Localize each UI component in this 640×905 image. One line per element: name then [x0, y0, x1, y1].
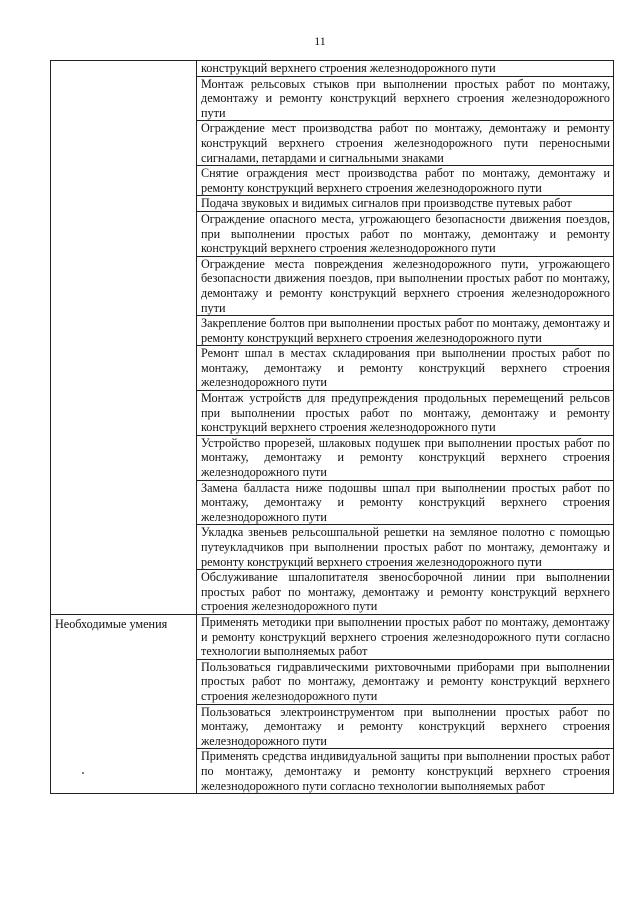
table-cell: Замена балласта ниже подошвы шпал при выполнении простых работ по монтажу, демонтажу и ремонту конструкций верхнего строения железнодорожного пути	[197, 480, 614, 525]
table-row	[51, 61, 614, 77]
table-cell: Укладка звеньев рельсошпальной решетки на земляное полотно с помощью путеукладчиков при выполнении простых работ по монтажу, демонтажу и ремонту конструкций верхнего строения железнодорожного пути	[197, 525, 614, 570]
scan-speck	[82, 772, 84, 774]
page-number: 11	[314, 34, 326, 48]
table-cell: Подача звуковых и видимых сигналов при производстве путевых работ	[197, 196, 614, 212]
table-cell: Пользоваться электроинструментом при выполнении простых работ по монтажу, демонтажу и ремонту конструкций верхнего строения железнодорожного пути	[197, 704, 614, 749]
table-cell: Ограждение места повреждения железнодорожного пути, угрожающего безопасности движения поездов, при выполнении простых работ по монтажу, демонтажу и ремонту конструкций верхнего строения железнодорожного пути	[197, 256, 614, 315]
table-cell: Применять методики при выполнении простых работ по монтажу, демонтажу и ремонту конструкций верхнего строения железнодорожного пути согласно технологии выполняемых работ	[197, 614, 614, 659]
table-cell: Устройство прорезей, шлаковых подушек при выполнении простых работ по монтажу, демонтажу и ремонту конструкций верхнего строения железнодорожного пути	[197, 435, 614, 480]
table-cell: Монтаж устройств для предупреждения продольных перемещений рельсов при выполнении простых работ по монтажу, демонтажу и ремонту конструкций верхнего строения железнодорожного пути	[197, 391, 614, 436]
table-cell: Применять средства индивидуальной защиты при выполнении простых работ по монтажу, демонтажу и ремонту конструкций верхнего строения железнодорожного пути согласно технологии выполняемых работ	[197, 749, 614, 794]
empty-label-cell	[51, 61, 197, 615]
table-cell: конструкций верхнего строения железнодорожного пути	[197, 61, 614, 77]
table-row	[51, 614, 614, 659]
table-cell: Монтаж рельсовых стыков при выполнении простых работ по монтажу, демонтажу и ремонту конструкций верхнего строения железнодорожного пути	[197, 76, 614, 121]
table-cell: Ремонт шпал в местах складирования при выполнении простых работ по монтажу, демонтажу и ремонту конструкций верхнего строения железнодорожного пути	[197, 346, 614, 391]
skills-label: Необходимые умения	[51, 614, 197, 793]
table-cell: Обслуживание шпалопитателя звеносборочной линии при выполнении простых работ по монтажу, демонтажу и ремонту конструкций верхнего строения железнодорожного пути	[197, 570, 614, 615]
table-cell: Снятие ограждения мест производства работ по монтажу, демонтажу и ремонту конструкций верхнего строения железнодорожного пути	[197, 166, 614, 196]
table-cell: Закрепление болтов при выполнении простых работ по монтажу, демонтажу и ремонту конструкций верхнего строения железнодорожного пути	[197, 316, 614, 346]
requirements-table	[50, 60, 614, 794]
table-cell: Ограждение опасного места, угрожающего безопасности движения поездов, при выполнении простых работ по монтажу, демонтажу и ремонту конструкций верхнего строения железнодорожного пути	[197, 211, 614, 256]
table-cell: Пользоваться гидравлическими рихтовочными приборами при выполнении простых работ по монтажу, демонтажу и ремонту конструкций верхнего строения железнодорожного пути	[197, 659, 614, 704]
table-cell: Ограждение мест производства работ по монтажу, демонтажу и ремонту конструкций верхнего строения железнодорожного пути переносными сигналами, петардами и сигнальными знаками	[197, 121, 614, 166]
